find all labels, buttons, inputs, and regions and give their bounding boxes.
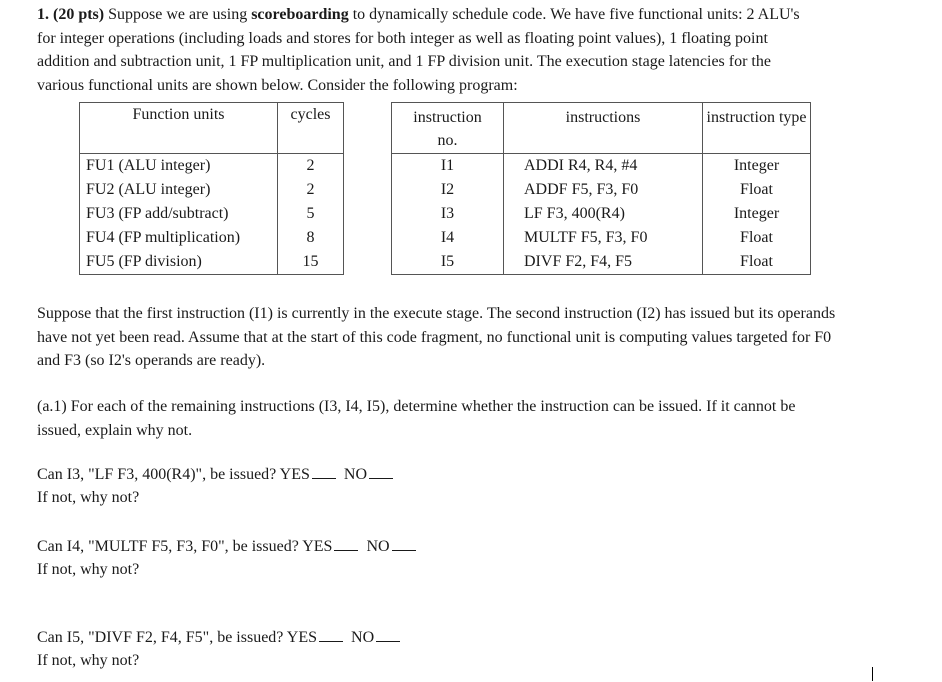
instr-header-instructions: instructions — [504, 103, 703, 154]
instr-no-cell: I1 — [392, 154, 504, 179]
instr-table-row — [392, 250, 811, 275]
instr-no-cell: I2 — [392, 178, 504, 202]
fu-header-units: Function units — [80, 103, 278, 154]
fu-table-header — [80, 103, 344, 154]
fu-cycles-cell: 2 — [306, 181, 315, 198]
fu-header-cycles: cycles — [278, 103, 344, 154]
fu-unit-cell: FU5 (FP division) — [80, 250, 278, 275]
text-cursor — [872, 667, 873, 681]
intro-bold-term: scoreboarding — [251, 6, 349, 23]
followup-prompt: If not, why not? — [37, 652, 140, 669]
fu-table-row — [80, 226, 344, 250]
problem-intro — [37, 3, 817, 97]
no-label: NO — [351, 629, 375, 646]
instr-no-cell: I5 — [392, 250, 504, 275]
instr-cell: ADDF F5, F3, F0 — [504, 178, 703, 202]
question-line — [37, 626, 400, 649]
instr-header-no — [392, 103, 504, 154]
followup-prompt: If not, why not? — [37, 561, 140, 578]
question-line — [37, 535, 416, 558]
instr-header-type: instruction type — [703, 103, 811, 154]
instr-cell: DIVF F2, F4, F5 — [504, 250, 703, 275]
question-prompt: Can I3, "LF F3, 400(R4)", be issued? YES — [37, 466, 310, 483]
instr-table-row — [392, 154, 811, 179]
instr-header-no-line1: instruction — [413, 109, 482, 126]
question-i5 — [37, 626, 400, 672]
yes-answer-blank[interactable] — [334, 549, 358, 551]
fu-table-row — [80, 202, 344, 226]
fu-table-row — [80, 154, 344, 179]
instr-type-cell: Integer — [733, 205, 780, 222]
fu-unit-cell: FU3 (FP add/subtract) — [80, 202, 278, 226]
fu-cycles-cell: 15 — [302, 253, 319, 270]
yes-answer-blank[interactable] — [319, 640, 343, 642]
question-prompt: Can I5, "DIVF F2, F4, F5", be issued? YES — [37, 629, 318, 646]
intro-text-b: to dynamically schedule code. We have five functional units: 2 ALU's for integer operations (including loads and stores for both integer as well as floating point values), 1 floating point addition and subtraction unit, 1 FP multiplication unit, and 1 FP division unit. The execution stage latencies for the various functional units are shown below. Consider the following program: — [37, 6, 800, 94]
problem-number: 1. — [37, 6, 49, 23]
question-line — [37, 463, 393, 486]
problem-points: (20 pts) — [53, 6, 105, 23]
instr-header-no-line2: no. — [437, 132, 458, 149]
instr-cell: ADDI R4, R4, #4 — [504, 154, 703, 179]
instr-table-row — [392, 202, 811, 226]
functional-units-table — [79, 102, 344, 275]
fu-table-row — [80, 178, 344, 202]
question-i3 — [37, 463, 393, 509]
fu-unit-cell: FU1 (ALU integer) — [80, 154, 278, 179]
fu-cycles-cell: 5 — [306, 205, 315, 222]
yes-answer-blank[interactable] — [312, 477, 336, 479]
fu-unit-cell: FU4 (FP multiplication) — [80, 226, 278, 250]
part-a-prompt: (a.1) For each of the remaining instructions (I3, I4, I5), determine whether the instruction can be issued. If it cannot be issued, explain why not. — [37, 398, 796, 439]
scenario-paragraph: Suppose that the first instruction (I1) is currently in the execute stage. The second instruction (I2) has issued but its operands have not yet been read. Assume that at the start of this code fragment, no functional unit is computing values targeted for F0 and F3 (so I2's operands are ready). — [37, 305, 836, 369]
followup-prompt: If not, why not? — [37, 489, 140, 506]
question-prompt: Can I4, "MULTF F5, F3, F0", be issued? YES — [37, 538, 333, 555]
no-label: NO — [343, 466, 368, 483]
instr-type-cell: Float — [740, 253, 773, 270]
no-answer-blank[interactable] — [376, 640, 400, 642]
intro-text-a: Suppose we are using — [104, 6, 252, 23]
instr-type-cell: Float — [740, 181, 773, 198]
instr-table-header — [392, 103, 811, 154]
fu-table-row — [80, 250, 344, 275]
instructions-table — [391, 102, 811, 275]
instr-cell: MULTF F5, F3, F0 — [504, 226, 703, 250]
instr-type-cell: Float — [740, 229, 773, 246]
no-answer-blank[interactable] — [369, 477, 393, 479]
instr-cell: LF F3, 400(R4) — [504, 202, 703, 226]
instr-type-cell: Integer — [733, 157, 780, 174]
instr-table-row — [392, 178, 811, 202]
fu-unit-cell: FU2 (ALU integer) — [80, 178, 278, 202]
fu-cycles-cell: 2 — [306, 157, 315, 174]
fu-cycles-cell: 8 — [306, 229, 315, 246]
no-label: NO — [366, 538, 390, 555]
instr-table-row — [392, 226, 811, 250]
instr-no-cell: I4 — [392, 226, 504, 250]
no-answer-blank[interactable] — [392, 549, 416, 551]
question-i4 — [37, 535, 416, 581]
instr-no-cell: I3 — [392, 202, 504, 226]
